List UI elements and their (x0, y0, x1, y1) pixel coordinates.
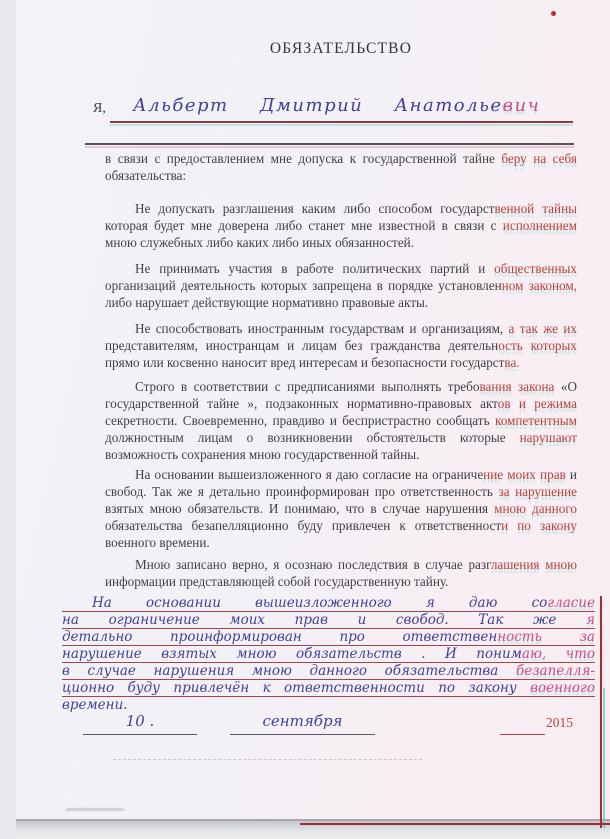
text-segment-black: мною служебных либо каких либо иных обязанностей. (105, 235, 415, 250)
handwritten-line (62, 629, 595, 646)
text-segment-black: обязательства: (105, 168, 187, 183)
text-segment-black: либо нарушает действующие нормативно правовые акты. (105, 295, 429, 310)
paragraph (105, 320, 577, 371)
text-segment-red: ость которых (498, 338, 577, 353)
text-segment-red: ном законом, (501, 278, 578, 293)
text-segment-red: ва. (504, 355, 520, 370)
text-segment-red: мною данного (494, 501, 577, 516)
text-segment-black: которая будет мне доверена либо станет мне известной в связи с (105, 218, 503, 233)
text-segment-black: прямо или косвенно наносит вред интересам и безопасности государст (105, 355, 505, 370)
text-segment-black: Строго в соответствии с предписаниями выполнять требо (135, 379, 480, 394)
handwritten-line (62, 697, 595, 713)
text-segment-pink: аю, что (521, 646, 595, 662)
text-segment-red: исполнением (502, 218, 577, 233)
handwritten-line (62, 612, 595, 629)
text-segment-red: а так же их (503, 321, 577, 336)
text-segment-ink: на ограничение моих прав и свобод. Так же (62, 612, 587, 628)
text-segment-pink: военного (530, 680, 595, 696)
date-day: 10 . (83, 712, 197, 735)
red-dot-artifact (551, 11, 556, 16)
text-segment-pink: безапелля- (515, 663, 595, 679)
scan-red-bottom-line-artifact (300, 823, 610, 825)
text-segment-red: вания закона (479, 379, 555, 394)
text-segment-ink: Альберт (133, 95, 260, 116)
text-segment-black: в связи с предоставлением мне допуска к государственной тайне (105, 151, 502, 166)
text-segment-red: ов и режима (497, 396, 578, 411)
handwritten-name (133, 95, 573, 116)
text-segment-red: беру на себя (501, 151, 577, 166)
paragraph (105, 466, 577, 551)
text-segment-ink: времени. (62, 697, 128, 713)
name-underline-second (85, 143, 574, 145)
name-prefix-label: Я, (93, 101, 106, 116)
text-segment-black: Не способствовать иностранным государствам и организациям, (135, 321, 504, 336)
text-segment-black: обязательства безапелляционно буду привлечен к ответственност (105, 518, 502, 533)
text-segment-red: ние моих прав (483, 467, 566, 482)
handwritten-line (62, 595, 595, 612)
scan-red-line-artifact (600, 596, 602, 828)
handwritten-paragraph (62, 595, 595, 713)
faint-dotted-line (113, 759, 422, 760)
text-segment-red: компетентным (494, 413, 577, 428)
text-segment-black: организаций деятельность которых запрещена в порядке установлен (105, 278, 502, 293)
text-segment-pink: гласие (547, 595, 595, 611)
paragraph (105, 260, 577, 311)
text-segment-black: военного времени. (105, 535, 210, 550)
text-segment-black: и свобод. Так же я детально проинформирован про ответственность (105, 467, 577, 499)
text-segment-ink: Дмитрий (259, 95, 395, 116)
text-segment-black: Не допускать разглашения каким либо способом государст (135, 201, 495, 216)
text-segment-red: нарушают (519, 430, 577, 445)
text-segment-black: взятых мною обязательств. И понимаю, что в случае нарушения (105, 501, 495, 516)
text-segment-ink: нарушение взятых мною обязательств . И поним (62, 646, 522, 662)
text-segment-black: информации представляющей собой государственную тайну. (105, 574, 449, 589)
document-title: ОБЯЗАТЕЛЬСТВО (269, 40, 413, 57)
date-year: 2015 (546, 715, 573, 730)
paragraph (105, 200, 577, 251)
text-segment-ink: ционно буду привлечён к ответственности по закону (62, 680, 531, 696)
text-segment-ink: На основании вышеизложенного я даю со (92, 595, 548, 611)
text-segment-red: лашения мною (490, 557, 577, 572)
text-segment-ink: Анатолье (394, 95, 503, 116)
text-segment-pink: вич (502, 95, 541, 116)
handwritten-line (62, 680, 595, 697)
name-underline (110, 121, 573, 123)
text-segment-black: представителям, иностранцам и лицам без гражданства деятельн (105, 338, 499, 353)
paper-bottom-edge (16, 819, 610, 821)
date-month: сентября (230, 712, 375, 735)
text-segment-black: Не принимать участия в работе политических партий и (135, 261, 495, 276)
text-segment-red: венной тайны (494, 201, 577, 216)
text-segment-ink: детально проинформирован про ответствен (62, 629, 498, 645)
paragraph-intro (105, 150, 577, 184)
text-segment-red: за нарушение (498, 484, 577, 499)
scan-teal-line-artifact (603, 688, 605, 828)
handwritten-line (62, 663, 595, 680)
text-segment-black: секретности. Своевременно, правдиво и беспристрастно сообщать (105, 413, 495, 428)
text-segment-black: возможность сохранения мною государственной тайны. (105, 447, 420, 462)
text-segment-pink: ность за (497, 629, 595, 645)
text-segment-ink: в случае нарушения мною данного обязательства (62, 663, 516, 679)
paragraph (105, 556, 577, 590)
text-segment-black: должностным лицам о возникновении обстоятельств которые (105, 430, 520, 445)
paragraph (105, 378, 577, 463)
text-segment-black: На основании вышеизложенного я даю согласие на ограниче (135, 467, 484, 482)
scanner-bed-edge (0, 0, 16, 839)
text-segment-red: общественных (494, 261, 577, 276)
text-segment-pink: я (586, 612, 595, 628)
date-year-line (500, 712, 545, 735)
handwritten-line (62, 646, 595, 663)
text-segment-red: и по закону (501, 518, 577, 533)
text-segment-black: «О государственной тайне », подзаконных нормативно-правовых акт (105, 379, 578, 411)
text-segment-black: Мною записано верно, я осознаю последствия в случае разг (135, 557, 491, 572)
faint-mark (66, 808, 124, 811)
